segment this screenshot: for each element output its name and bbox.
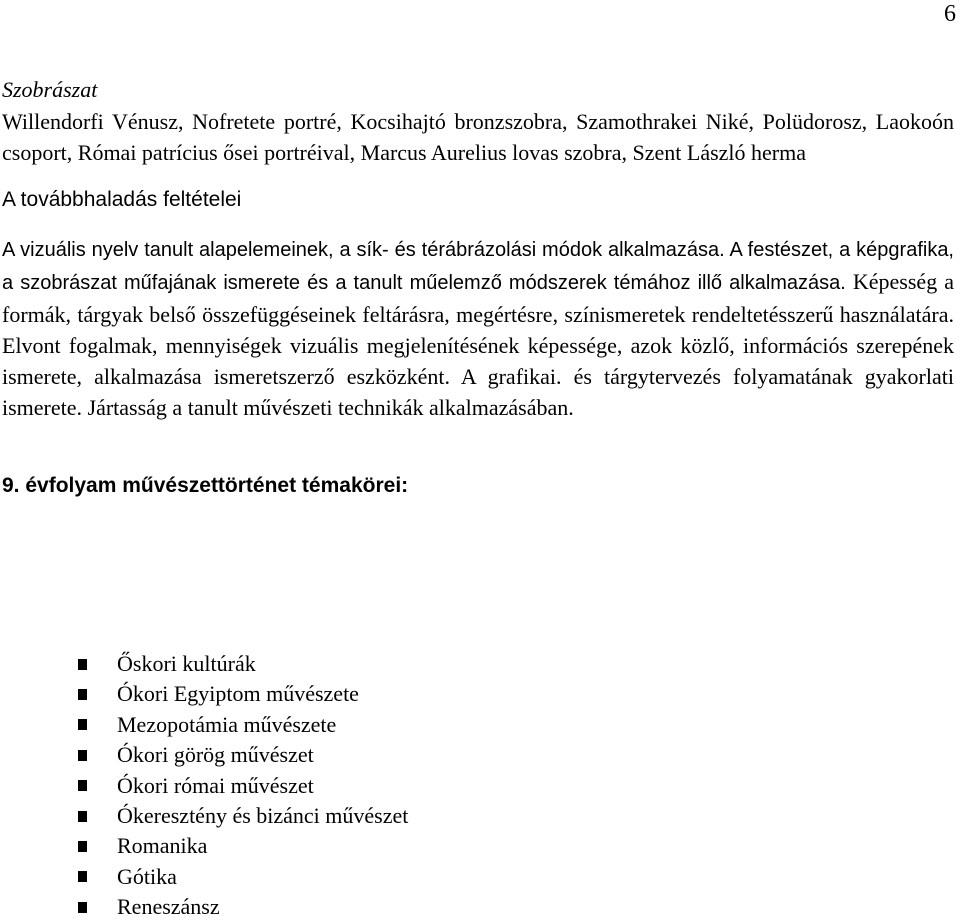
list-item <box>78 710 408 740</box>
topic-label: Reneszánsz <box>117 894 220 920</box>
topic-label: Gótika <box>117 863 177 889</box>
list-item <box>78 831 408 861</box>
progression-sans-text: A vizuális nyelv tanult alapelemeinek, a sík- és térábrázolási módok alkalmazása. A festészet, a képgrafika, a szobrászat műfajának ismerete és a tanult műelemző módszerek témához illő alkalmazása. <box>2 239 954 294</box>
square-bullet-icon <box>78 780 87 791</box>
grade9-heading: 9. évfolyam művészettörténet témakörei: <box>2 474 409 497</box>
topic-label: Ókori római művészet <box>117 772 314 798</box>
list-item <box>78 649 408 679</box>
progression-heading: A továbbhaladás feltételei <box>2 188 242 211</box>
topics-list <box>78 649 408 923</box>
list-item <box>78 679 408 709</box>
square-bullet-icon <box>78 811 87 822</box>
sculpture-text: Willendorfi Vénusz, Nofretete portré, Kocsihajtó bronzszobra, Szamothrakei Niké, Polüdorosz, Laokoón csoport, Római patrícius ősei portréival, Marcus Aurelius lovas szobra, Szent László herma <box>2 109 954 165</box>
progression-paragraph <box>2 233 954 423</box>
topic-label: Ókori görög művészet <box>117 742 314 768</box>
topic-label: Ókeresztény és bizánci művészet <box>117 802 409 828</box>
list-item <box>78 740 408 770</box>
square-bullet-icon <box>78 902 87 913</box>
square-bullet-icon <box>78 719 87 730</box>
square-bullet-icon <box>78 689 87 700</box>
topic-label: Romanika <box>117 833 208 859</box>
square-bullet-icon <box>78 841 87 852</box>
document-body <box>2 74 954 501</box>
sculpture-heading: Szobrászat <box>2 77 98 102</box>
list-item <box>78 771 408 801</box>
topic-label: Őskori kultúrák <box>117 651 256 676</box>
square-bullet-icon <box>78 659 87 670</box>
square-bullet-icon <box>78 871 87 882</box>
topic-label: Mezopotámia művészete <box>117 711 337 737</box>
list-item <box>78 801 408 831</box>
topic-label: Ókori Egyiptom művészete <box>117 681 359 707</box>
list-item <box>78 862 408 892</box>
page-number: 6 <box>944 1 956 27</box>
square-bullet-icon <box>78 750 87 761</box>
progression-serif-text: Képesség a formák, tárgyak belső összefüggéseinek feltárásra, megértésre, színismeretek rendeltetésszerű használatára. Elvont fogalmak, mennyiségek vizuális megjelenítésének képessége, azok közlő, információs szerepének ismerete, alkalmazása ismeretszerző eszközként. A grafikai. és tárgytervezés folyamatának gyakorlati ismerete. Jártasság a tanult művészeti technikák alkalmazásában. <box>2 269 954 420</box>
